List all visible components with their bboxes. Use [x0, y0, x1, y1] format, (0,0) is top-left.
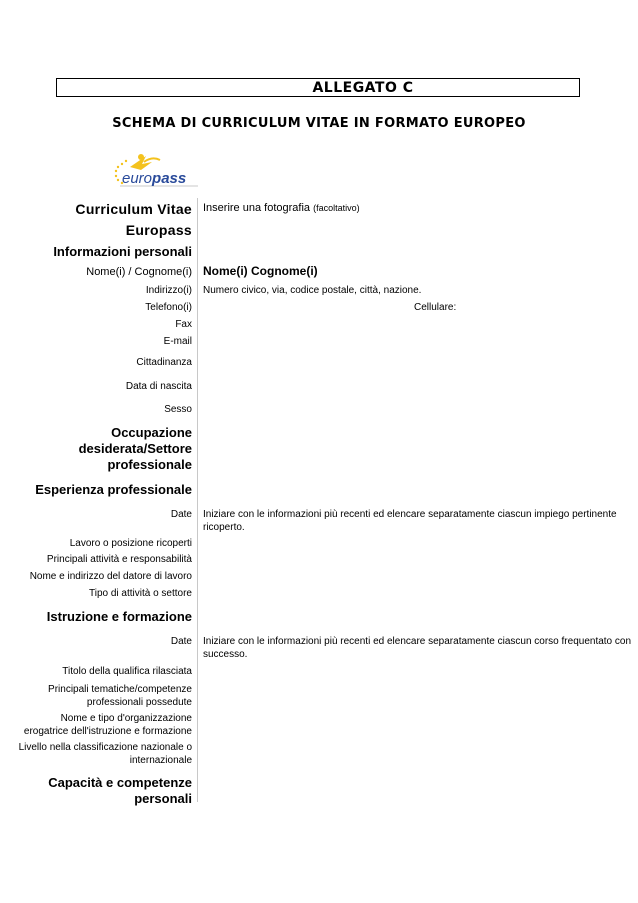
- section-personal-info: Informazioni personali: [53, 244, 192, 259]
- level-label-2: internazionale: [129, 755, 192, 766]
- citizenship-label: Cittadinanza: [136, 357, 192, 368]
- column-divider: [197, 198, 198, 802]
- qualification-label: Titolo della qualifica rilasciata: [62, 666, 192, 677]
- sex-label: Sesso: [164, 404, 192, 415]
- experience-date-value-2: ricoperto.: [203, 522, 245, 533]
- cv-title-line2: Europass: [125, 222, 192, 238]
- personal-skills-line1: Capacità e competenze: [48, 775, 192, 790]
- address-label: Indirizzo(i): [145, 285, 192, 296]
- personal-skills-line2: personali: [134, 791, 192, 806]
- section-experience: Esperienza professionale: [35, 482, 192, 497]
- section-education: Istruzione e formazione: [46, 609, 192, 624]
- allegato-title: ALLEGATO C: [312, 80, 414, 96]
- education-date-value-2: successo.: [203, 649, 248, 660]
- skills-label-1: Principali tematiche/competenze: [48, 684, 192, 695]
- europass-logo: [108, 150, 198, 190]
- education-date-label: Date: [170, 636, 192, 647]
- allegato-box: [56, 78, 580, 97]
- occupation-line2: desiderata/Settore: [78, 441, 192, 456]
- birthdate-label: Data di nascita: [125, 381, 192, 392]
- organization-label-1: Nome e tipo d'organizzazione: [60, 713, 192, 724]
- mobile-label: Cellulare:: [414, 302, 457, 313]
- experience-date-label: Date: [170, 509, 192, 520]
- logo-text-euro: euro: [122, 170, 153, 187]
- phone-label: Telefono(i): [145, 302, 192, 313]
- schema-title: SCHEMA DI CURRICULUM VITAE IN FORMATO EUROPEO: [112, 116, 526, 131]
- employer-label: Nome e indirizzo del datore di lavoro: [29, 571, 192, 582]
- fax-label: Fax: [175, 319, 192, 330]
- cv-title-line1: Curriculum Vitae: [75, 201, 192, 217]
- skills-label-2: professionali possedute: [86, 697, 192, 708]
- photo-note: [203, 202, 360, 215]
- email-label: E-mail: [163, 336, 192, 347]
- logo-text-pass: pass: [152, 170, 187, 187]
- organization-label-2: erogatrice dell'istruzione e formazione: [23, 726, 192, 737]
- europass-logo-text: [122, 170, 186, 187]
- photo-note-main: Inserire una fotografia: [203, 202, 311, 214]
- name-label: Nome(i) / Cognome(i): [86, 266, 192, 278]
- photo-note-optional: (facoltativo): [313, 203, 360, 213]
- level-label-1: Livello nella classificazione nazionale o: [18, 742, 192, 753]
- sector-label: Tipo di attività o settore: [88, 588, 192, 599]
- name-value: Nome(i) Cognome(i): [203, 264, 318, 278]
- address-value: Numero civico, via, codice postale, città, nazione.: [203, 285, 422, 296]
- experience-date-value-1: Iniziare con le informazioni più recenti ed elencare separatamente ciascun impiego pertinente: [203, 509, 617, 520]
- education-date-value-1: Iniziare con le informazioni più recenti ed elencare separatamente ciascun corso frequentato con: [203, 636, 632, 647]
- occupation-line1: Occupazione: [111, 425, 192, 440]
- occupation-line3: professionale: [107, 457, 192, 472]
- job-label: Lavoro o posizione ricoperti: [69, 538, 192, 549]
- activities-label: Principali attività e responsabilità: [46, 554, 192, 565]
